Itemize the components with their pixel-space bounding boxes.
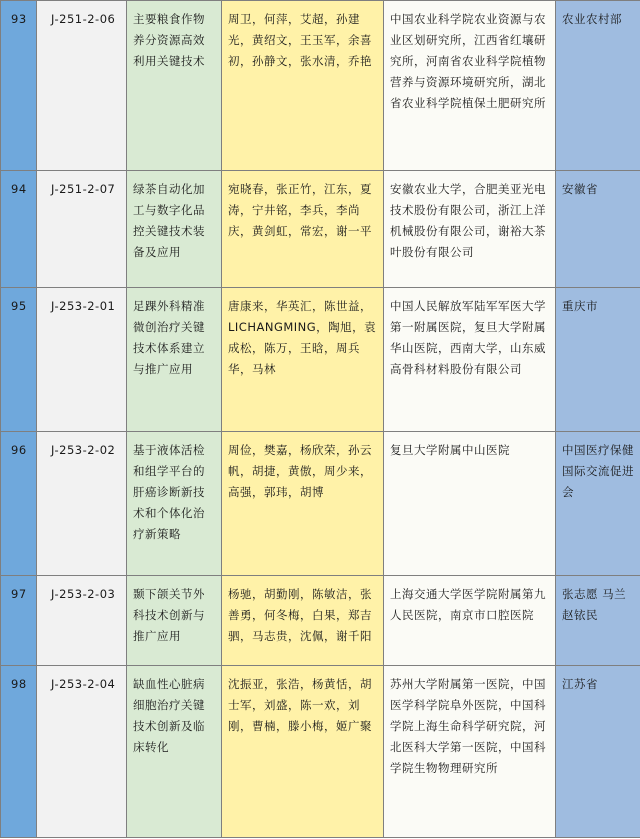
organization-cell: 中国人民解放军陆军军医大学第一附属医院，复旦大学附属华山医院，西南大学，山东威高骨科材料股份有限公司 bbox=[384, 288, 556, 432]
project-code-cell: J-253-2-03 bbox=[37, 576, 127, 666]
table-row bbox=[1, 432, 640, 576]
row-number-cell: 97 bbox=[1, 576, 37, 666]
organization-cell: 上海交通大学医学院附属第九人民医院，南京市口腔医院 bbox=[384, 576, 556, 666]
project-code-cell: J-253-2-04 bbox=[37, 666, 127, 838]
organization-cell: 安徽农业大学，合肥美亚光电技术股份有限公司，浙江上洋机械股份有限公司，谢裕大茶叶股份有限公司 bbox=[384, 171, 556, 288]
table-row bbox=[1, 171, 640, 288]
recommender-cell: 农业农村部 bbox=[556, 1, 640, 171]
organization-cell: 复旦大学附属中山医院 bbox=[384, 432, 556, 576]
team-members-cell: 唐康来，华英汇，陈世益，LICHANGMING，陶旭，袁成松，陈万，王晗，周兵华，马林 bbox=[222, 288, 384, 432]
recommender-cell: 安徽省 bbox=[556, 171, 640, 288]
team-members-cell: 沈振亚，张浩，杨黄恬，胡士军，刘盛，陈一欢，刘刚，曹楠，滕小梅，姬广聚 bbox=[222, 666, 384, 838]
row-number-cell: 98 bbox=[1, 666, 37, 838]
row-number-cell: 93 bbox=[1, 1, 37, 171]
table-row bbox=[1, 1, 640, 171]
project-name-cell: 基于液体活检和组学平台的肝癌诊断新技术和个体化治疗新策略 bbox=[127, 432, 222, 576]
organization-cell: 苏州大学附属第一医院，中国医学科学院阜外医院，中国科学院上海生命科学研究院，河北医科大学第一医院，中国科学院生物物理研究所 bbox=[384, 666, 556, 838]
project-name-cell: 绿茶自动化加工与数字化品控关键技术装备及应用 bbox=[127, 171, 222, 288]
project-name-cell: 缺血性心脏病细胞治疗关键技术创新及临床转化 bbox=[127, 666, 222, 838]
project-code-cell: J-253-2-01 bbox=[37, 288, 127, 432]
project-name-cell: 主要粮食作物养分资源高效利用关键技术 bbox=[127, 1, 222, 171]
project-name-cell: 颞下颌关节外科技术创新与推广应用 bbox=[127, 576, 222, 666]
team-members-cell: 周俭，樊嘉，杨欣荣，孙云帆，胡捷，黄傲，周少来，高强，郭玮，胡博 bbox=[222, 432, 384, 576]
project-code-cell: J-253-2-02 bbox=[37, 432, 127, 576]
recommender-cell: 中国医疗保健国际交流促进会 bbox=[556, 432, 640, 576]
team-members-cell: 杨驰，胡勤刚，陈敏洁，张善勇，何冬梅，白果，郑吉驷，马志贵，沈佩，谢千阳 bbox=[222, 576, 384, 666]
project-code-cell: J-251-2-07 bbox=[37, 171, 127, 288]
team-members-cell: 宛晓春，张正竹，江东，夏涛，宁井铭，李兵，李尚庆，黄剑虹，常宏，谢一平 bbox=[222, 171, 384, 288]
recommender-cell: 江苏省 bbox=[556, 666, 640, 838]
recommender-cell: 重庆市 bbox=[556, 288, 640, 432]
table-row bbox=[1, 288, 640, 432]
organization-cell: 中国农业科学院农业资源与农业区划研究所，江西省红壤研究所，河南省农业科学院植物营养与资源环境研究所，湖北省农业科学院植保土肥研究所 bbox=[384, 1, 556, 171]
row-number-cell: 94 bbox=[1, 171, 37, 288]
team-members-cell: 周卫，何萍，艾超，孙建光，黄绍文，王玉军，余喜初，孙静文，张水清，乔艳 bbox=[222, 1, 384, 171]
recommender-cell: 张志愿 马兰 赵铱民 bbox=[556, 576, 640, 666]
row-number-cell: 95 bbox=[1, 288, 37, 432]
project-name-cell: 足踝外科精准微创治疗关键技术体系建立与推广应用 bbox=[127, 288, 222, 432]
row-number-cell: 96 bbox=[1, 432, 37, 576]
table-row bbox=[1, 666, 640, 838]
table-row bbox=[1, 576, 640, 666]
project-code-cell: J-251-2-06 bbox=[37, 1, 127, 171]
